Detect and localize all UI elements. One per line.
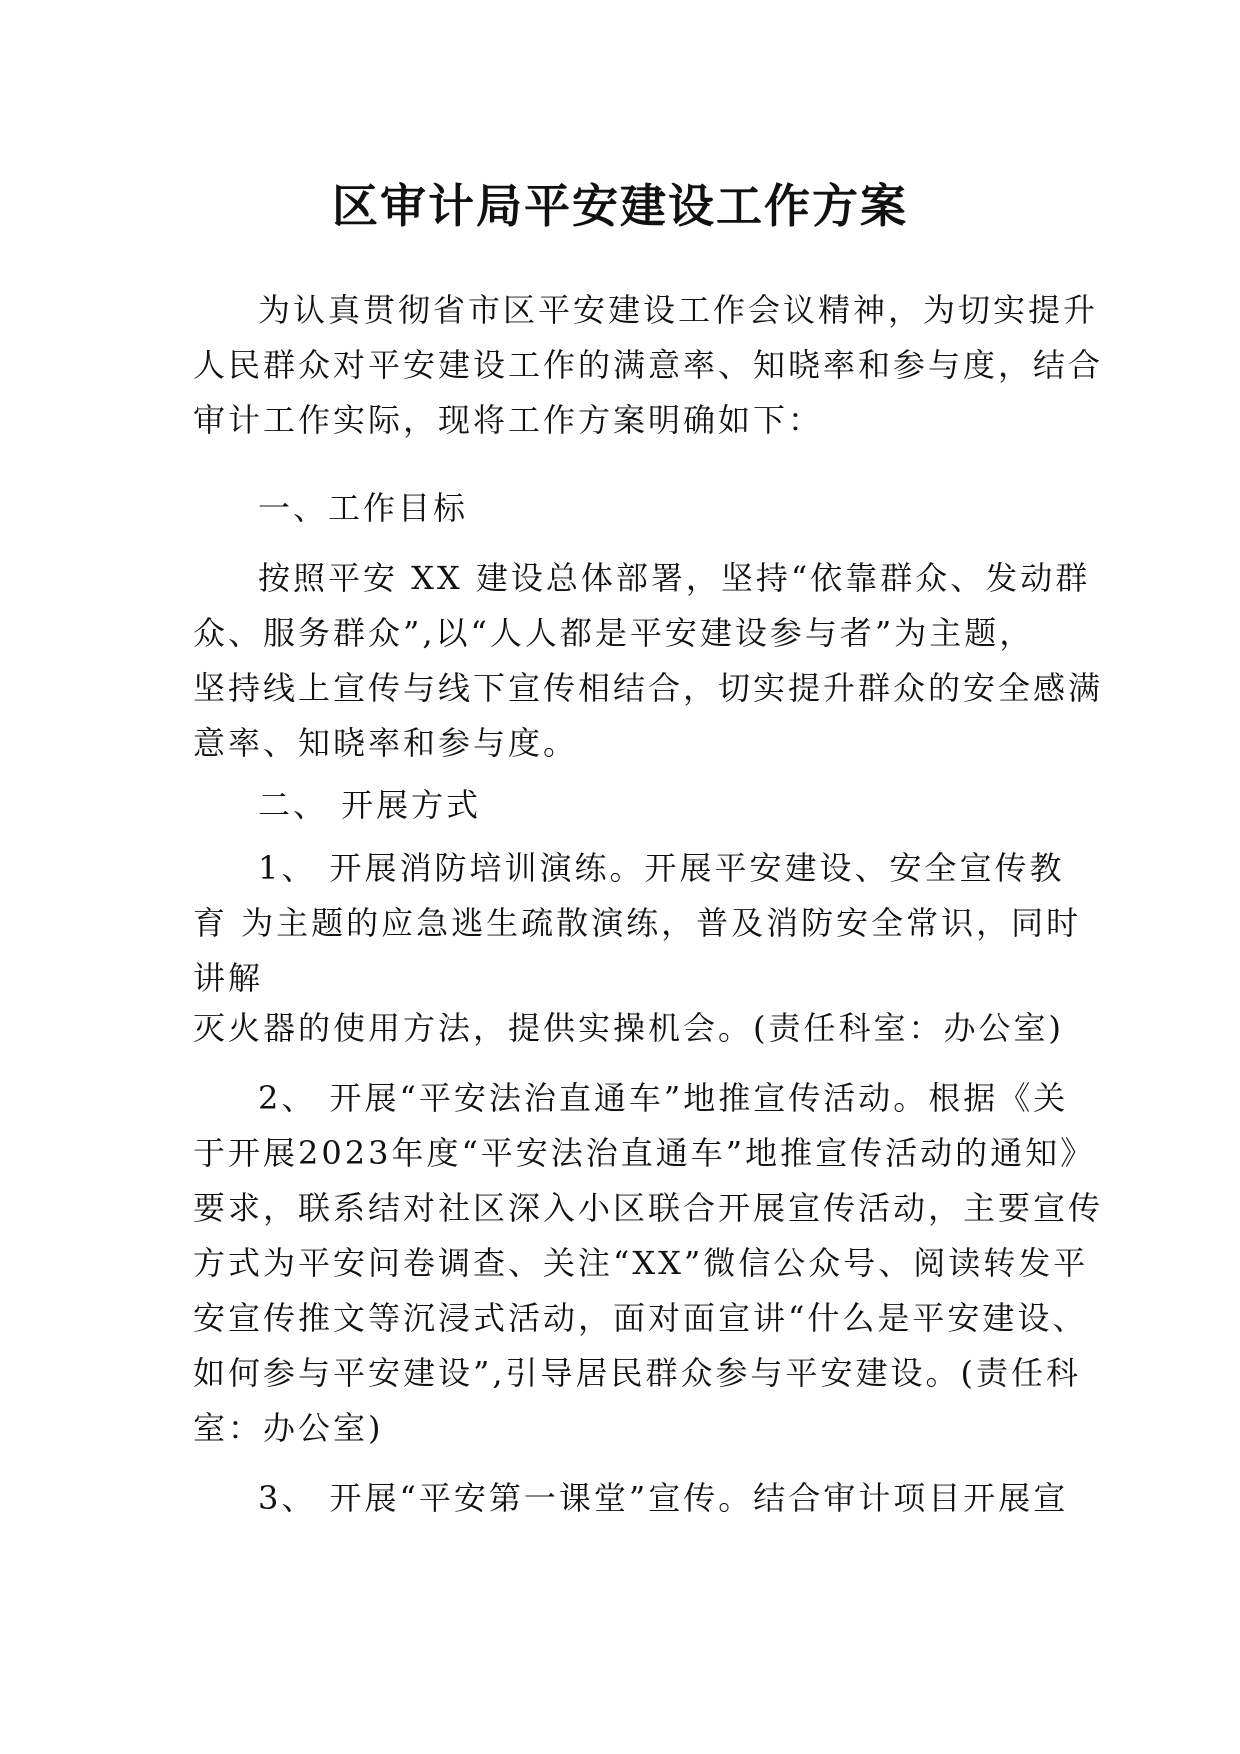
paragraph-line: 灭火器的使用方法，提供实操机会。(责任科室：办公室) [193,1009,1064,1047]
paragraph-line: 众、服务群众”,以“人人都是平安建设参与者”为主题， [193,614,1035,652]
paragraph-line: 1、 开展消防培训演练。开展平安建设、安全宣传教 [258,849,1065,887]
paragraph-line: 讲解 [193,959,264,997]
paragraph-line: 安宣传推文等沉浸式活动，面对面宣讲“什么是平安建设、 [193,1299,1088,1337]
paragraph-line: 于开展2023年度“平安法治直通车”地推宣传活动的通知》 [193,1134,1096,1172]
document-title: 区审计局平安建设工作方案 [332,179,908,233]
paragraph-line: 3、 开展“平安第一课堂”宣传。结合审计项目开展宣 [258,1479,1069,1517]
paragraph-line: 意率、知晓率和参与度。 [193,724,579,762]
paragraph-line: 人民群众对平安建设工作的满意率、知晓率和参与度，结合 [193,346,1104,384]
paragraph-line: 室：办公室) [193,1409,384,1447]
paragraph-line: 育 为主题的应急逃生疏散演练，普及消防安全常识，同时 [193,904,1082,942]
paragraph-line: 方式为平安问卷调查、关注“XX”微信公众号、阅读转发平 [193,1244,1089,1282]
section-heading: 二、 开展方式 [258,786,482,824]
paragraph-line: 坚持线上宣传与线下宣传相结合，切实提升群众的安全感满 [193,669,1104,707]
section-heading: 一、工作目标 [258,489,469,527]
paragraph-line: 要求，联系结对社区深入小区联合开展宣传活动，主要宣传 [193,1189,1104,1227]
paragraph-line: 2、 开展“平安法治直通车”地推宣传活动。根据《关 [258,1079,1069,1117]
paragraph-line: 按照平安 XX 建设总体部署，坚持“依靠群众、发动群 [258,559,1091,597]
paragraph-line: 如何参与平安建设”,引导居民群众参与平安建设。(责任科 [193,1354,1082,1392]
paragraph-line: 为认真贯彻省市区平安建设工作会议精神，为切实提升 [258,291,1099,329]
paragraph-line: 审计工作实际，现将工作方案明确如下： [193,401,824,439]
